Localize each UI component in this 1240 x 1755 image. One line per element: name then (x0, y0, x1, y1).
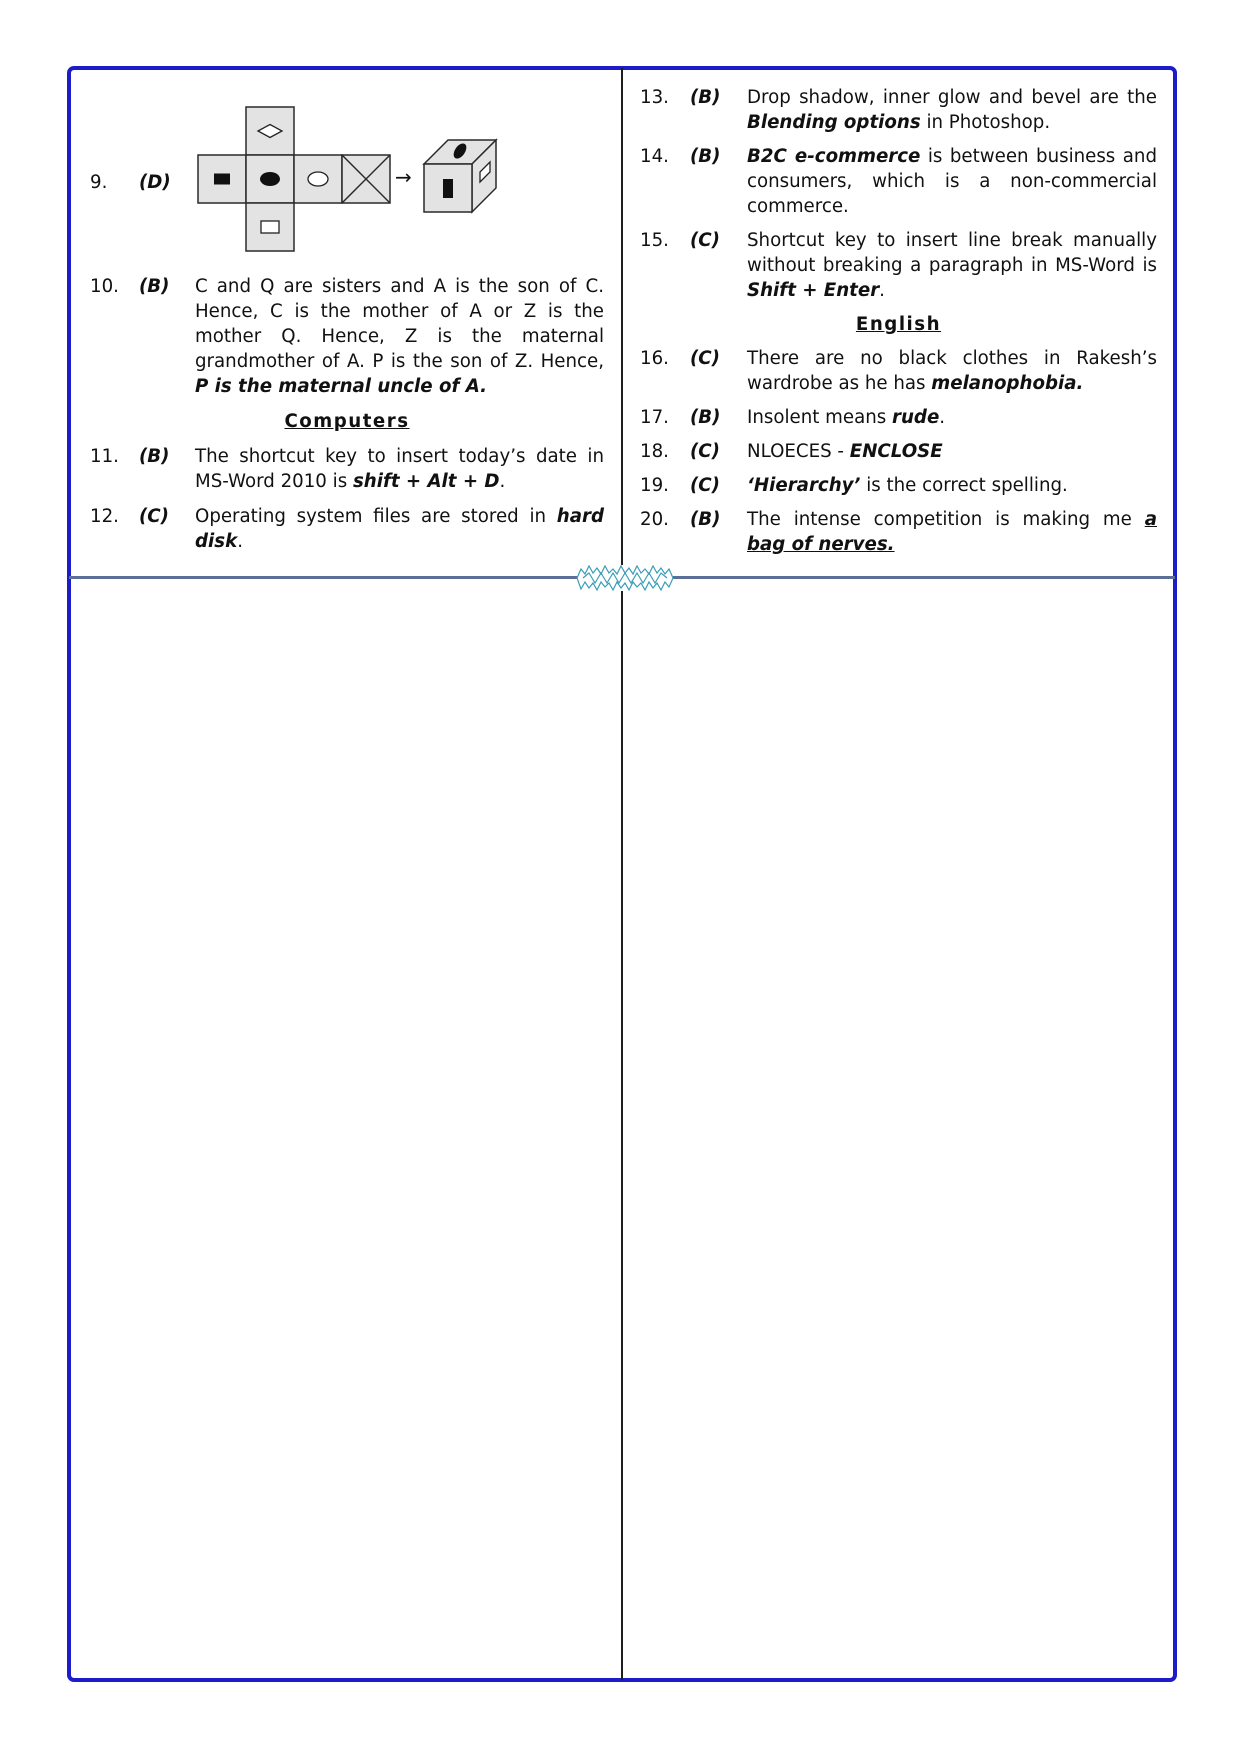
explanation-text: NLOECES - (747, 441, 850, 462)
answer-explanation (195, 504, 604, 554)
explanation-text: Drop shadow, inner glow and bevel are the (747, 87, 1157, 108)
answer-explanation (747, 85, 1157, 135)
cube-net (198, 107, 390, 251)
answer-explanation (195, 274, 604, 399)
question-number: 10. (90, 276, 119, 297)
emphasized-text: hard disk (195, 506, 604, 552)
left-column (90, 274, 604, 564)
cube-net-figure (198, 105, 498, 253)
question-number: 20. (640, 509, 669, 530)
emphasized-text: B2C e-commerce (747, 146, 921, 167)
answer-option: (B) (690, 407, 721, 428)
question-number: 13. (640, 87, 669, 108)
question-number: 18. (640, 441, 669, 462)
answer-item-16 (640, 346, 1157, 396)
answer-item-17 (640, 405, 1157, 430)
answer-option: (C) (690, 441, 720, 462)
right-column (640, 85, 1157, 566)
column-divider (621, 68, 623, 1680)
arrow-glyph: → (395, 165, 412, 189)
answer-option: (D) (139, 172, 171, 193)
answer-item-12 (90, 504, 604, 554)
answer-option: (B) (139, 276, 170, 297)
question-number: 19. (640, 475, 669, 496)
filled-ellipse-symbol (260, 172, 280, 186)
answer-explanation (195, 444, 604, 494)
answer-item-13 (640, 85, 1157, 135)
answer-explanation (747, 346, 1157, 396)
answer-explanation (747, 405, 1157, 430)
answer-item-20 (640, 507, 1157, 557)
emphasized-text: ENCLOSE (849, 441, 943, 462)
answer-option: (C) (690, 348, 720, 369)
cube-front-filled-rectangle (443, 179, 453, 198)
answer-item-18 (640, 439, 1157, 464)
answer-explanation (747, 439, 1157, 464)
emphasized-text: Blending options (747, 112, 921, 133)
answer-option: (B) (690, 509, 721, 530)
filled-rectangle-symbol (214, 174, 230, 185)
answer-option: (C) (690, 230, 720, 251)
explanation-text: Insolent means (747, 407, 893, 428)
explanation-text: . (237, 531, 243, 552)
answer-item-15 (640, 228, 1157, 303)
answer-item-19 (640, 473, 1157, 498)
answer-explanation (747, 473, 1157, 498)
answer-item-9 (90, 170, 195, 195)
emphasized-text: ‘Hierarchy’ (747, 475, 861, 496)
emphasized-text: P is the maternal uncle of A. (195, 376, 488, 397)
answer-option: (B) (690, 146, 721, 167)
explanation-text: in Photoshop. (920, 112, 1051, 133)
answer-item-11 (90, 444, 604, 494)
answer-option: (B) (139, 446, 170, 467)
empty-rectangle-symbol (261, 221, 279, 233)
explanation-text: C and Q are sisters and A is the son of C. Hence, C is the mother of A or Z is the mother Q. Hence, Z is the maternal grandmother of A. P is the son of Z. Hence, (195, 276, 604, 372)
divider-ornament (577, 565, 673, 591)
section-heading-computers: Computers (284, 411, 410, 432)
answer-option: (C) (690, 475, 720, 496)
explanation-text: Shortcut key to insert line break manually without breaking a paragraph in MS-Word is (747, 230, 1157, 276)
question-number: 14. (640, 146, 669, 167)
explanation-text: There are no black clothes in Rakesh’s wardrobe as he has (747, 348, 1157, 394)
empty-ellipse-symbol (308, 172, 328, 186)
emphasized-text: Shift + Enter (747, 280, 880, 301)
explanation-text: is between business and consumers, which is a non-commercial commerce. (747, 146, 1157, 217)
explanation-text: . (499, 471, 506, 492)
question-number: 12. (90, 506, 119, 527)
folded-cube (424, 140, 496, 212)
explanation-text: The intense competition is making me (747, 509, 1145, 530)
emphasized-text: rude (892, 407, 940, 428)
answer-item-14 (640, 144, 1157, 219)
explanation-text: . (939, 407, 946, 428)
emphasized-text: melanophobia. (931, 373, 1084, 394)
emphasized-text: a bag of nerves. (747, 509, 1157, 555)
emphasized-text: shift + Alt + D (352, 471, 500, 492)
question-number: 16. (640, 348, 669, 369)
question-number: 15. (640, 230, 669, 251)
answer-option: (B) (690, 87, 721, 108)
answer-explanation (747, 144, 1157, 219)
answer-explanation (747, 228, 1157, 303)
explanation-text: . (879, 280, 885, 301)
question-number: 9. (90, 172, 108, 193)
section-heading-english: English (855, 314, 942, 335)
answer-option: (C) (139, 506, 169, 527)
question-number: 17. (640, 407, 669, 428)
question-number: 11. (90, 446, 119, 467)
answer-item-10 (90, 274, 604, 399)
explanation-text: The shortcut key to insert today’s date in MS-Word 2010 is (195, 446, 604, 492)
explanation-text: Operating system files are stored in (195, 506, 557, 527)
explanation-text: is the correct spelling. (860, 475, 1068, 496)
answer-explanation (747, 507, 1157, 557)
